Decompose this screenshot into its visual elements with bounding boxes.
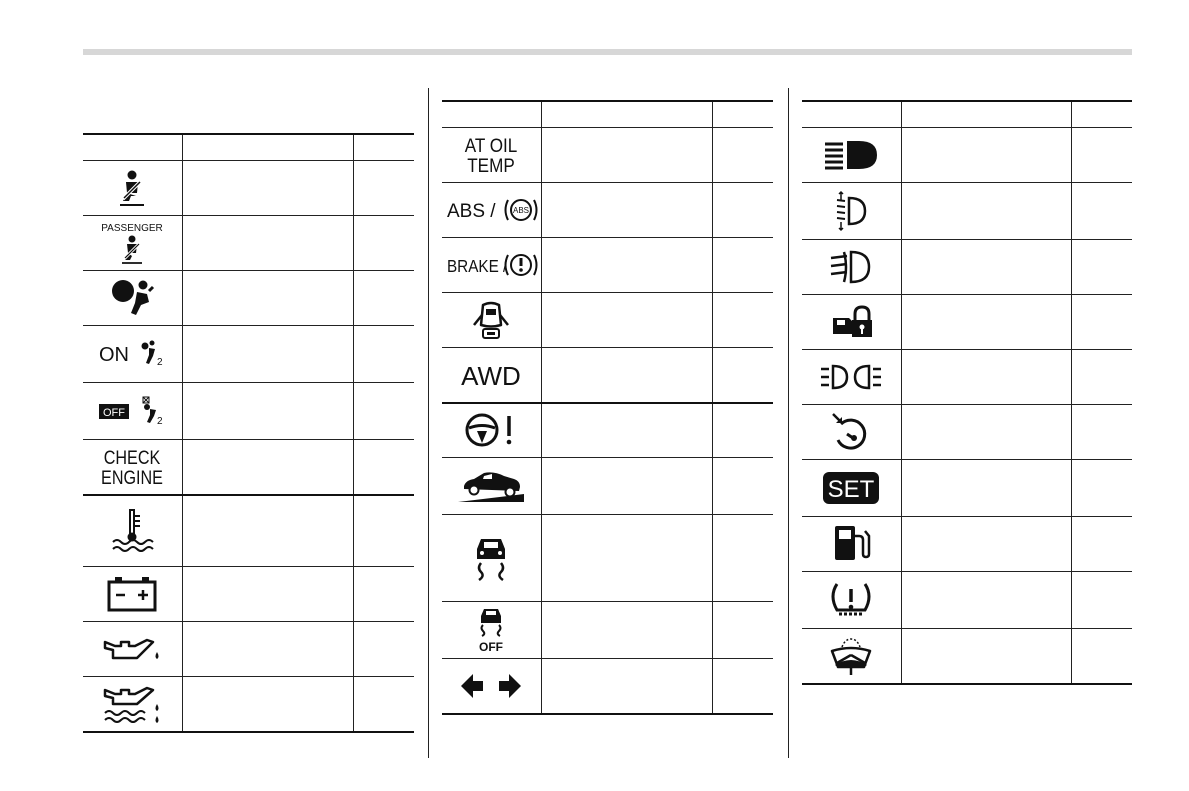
low-fuel-icon: [802, 517, 901, 572]
passenger-label: PASSENGER: [101, 223, 163, 234]
description-cell: [541, 238, 712, 293]
oil-pressure-icon: [83, 622, 182, 677]
table-row: [83, 440, 414, 495]
vdc-off-label: OFF: [479, 640, 504, 654]
description-cell: [182, 216, 353, 271]
description-cell: [901, 460, 1071, 517]
page-cell: [1071, 295, 1132, 350]
svg-text:2: 2: [157, 357, 163, 368]
page-cell: [712, 602, 773, 659]
page-cell: [712, 183, 773, 238]
table-row: [83, 216, 414, 271]
header-cell: [83, 134, 182, 161]
page-cell: [1071, 629, 1132, 684]
awd-warning-icon: [442, 348, 541, 403]
page-cell: [353, 161, 414, 216]
abs-badge: ABS: [513, 206, 530, 215]
table-row: [442, 238, 773, 293]
table-row: [442, 602, 773, 659]
table-row: [442, 348, 773, 403]
table-row: [83, 271, 414, 326]
table-row: [802, 629, 1132, 684]
header-cell: [802, 101, 901, 128]
cruise-set-icon: [802, 460, 901, 517]
table-row: [802, 572, 1132, 629]
front-fog-light-icon: [802, 240, 901, 295]
description-cell: [541, 515, 712, 602]
page-cell: [353, 567, 414, 622]
description-cell: [182, 567, 353, 622]
header-rule: [83, 49, 1132, 55]
table-row: [442, 403, 773, 458]
set-label: SET: [827, 476, 875, 503]
description-cell: [901, 128, 1071, 183]
brake-label: BRAKE /: [447, 255, 508, 277]
description-cell: [901, 350, 1071, 405]
front-passenger-airbag-on-icon: [83, 326, 182, 383]
description-cell: [541, 128, 712, 183]
page-cell: [1071, 350, 1132, 405]
table-row: [802, 183, 1132, 240]
description-cell: [901, 517, 1071, 572]
table-row: [83, 495, 414, 567]
table-row: [802, 128, 1132, 183]
indicator-table-right: [802, 100, 1132, 685]
vdc-off-icon: [442, 602, 541, 659]
svg-text:2: 2: [157, 416, 163, 427]
description-cell: [541, 458, 712, 515]
brake-system-warning-icon: [442, 238, 541, 293]
table-row: [442, 183, 773, 238]
page-cell: [712, 348, 773, 403]
table-row: [442, 293, 773, 348]
vehicle-dynamics-control-icon: [442, 515, 541, 602]
header-cell: [353, 134, 414, 161]
charge-battery-icon: [83, 567, 182, 622]
awd-label: AWD: [461, 360, 522, 391]
table-row: [83, 161, 414, 216]
description-cell: [182, 161, 353, 216]
header-cell: [541, 101, 712, 128]
description-cell: [182, 440, 353, 495]
table-row: [442, 458, 773, 515]
page-cell: [712, 659, 773, 714]
page-cell: [1071, 460, 1132, 517]
table-header-row: [83, 134, 414, 161]
header-cell: [712, 101, 773, 128]
description-cell: [901, 295, 1071, 350]
table-header-row: [442, 101, 773, 128]
page-cell: [353, 677, 414, 732]
column-divider: [428, 88, 429, 758]
header-cell: [442, 101, 541, 128]
headlight-indicator-icon: [802, 350, 901, 405]
indicator-table-left: [83, 133, 414, 733]
check-engine-icon: [83, 440, 182, 495]
description-cell: [182, 326, 353, 383]
page-cell: [1071, 405, 1132, 460]
description-cell: [182, 677, 353, 732]
high-beam-icon: [802, 128, 901, 183]
page-cell: [353, 495, 414, 567]
description-cell: [182, 495, 353, 567]
table-row: [802, 240, 1132, 295]
abs-label: ABS /: [447, 201, 496, 222]
security-indicator-icon: [802, 295, 901, 350]
cruise-control-icon: [802, 405, 901, 460]
page-cell: [353, 216, 414, 271]
at-oil-temp-icon: [442, 128, 541, 183]
table-row: [83, 567, 414, 622]
page-cell: [353, 383, 414, 440]
table-row: [83, 326, 414, 383]
front-passenger-airbag-off-icon: [83, 383, 182, 440]
on-label: ON: [99, 344, 130, 366]
description-cell: [541, 659, 712, 714]
tire-pressure-icon: [802, 572, 901, 629]
table-row: [802, 350, 1132, 405]
page-cell: [712, 458, 773, 515]
description-cell: [901, 405, 1071, 460]
description-cell: [901, 572, 1071, 629]
door-open-icon: [442, 293, 541, 348]
headlight-leveling-icon: [802, 183, 901, 240]
page-cell: [1071, 128, 1132, 183]
page-cell: [712, 128, 773, 183]
page-cell: [712, 403, 773, 458]
column-divider: [788, 88, 789, 758]
header-cell: [182, 134, 353, 161]
low-oil-level-icon: [83, 677, 182, 732]
off-label: OFF: [103, 407, 126, 419]
description-cell: [541, 293, 712, 348]
seatbelt-warning-icon: [83, 161, 182, 216]
indicator-table-middle: [442, 100, 773, 715]
description-cell: [182, 383, 353, 440]
page-cell: [353, 440, 414, 495]
page-cell: [353, 326, 414, 383]
table-row: [442, 659, 773, 714]
power-steering-warning-icon: [442, 403, 541, 458]
check-label: CHECK: [103, 446, 161, 469]
temp-label: TEMP: [467, 155, 515, 177]
table-row: [802, 295, 1132, 350]
table-row: [83, 622, 414, 677]
table-row: [442, 128, 773, 183]
description-cell: [541, 183, 712, 238]
table-header-row: [802, 101, 1132, 128]
header-cell: [1071, 101, 1132, 128]
description-cell: [541, 602, 712, 659]
engine-label: ENGINE: [101, 466, 164, 489]
coolant-temperature-icon: [83, 495, 182, 567]
page-cell: [712, 293, 773, 348]
washer-fluid-icon: [802, 629, 901, 684]
table-row: [802, 405, 1132, 460]
page-cell: [353, 271, 414, 326]
at-oil-label: AT OIL: [464, 135, 518, 157]
description-cell: [901, 629, 1071, 684]
table-row: [83, 677, 414, 732]
hill-descent-icon: [442, 458, 541, 515]
table-row: [442, 515, 773, 602]
page-cell: [1071, 517, 1132, 572]
page-cell: [712, 238, 773, 293]
description-cell: [182, 271, 353, 326]
passenger-seatbelt-warning-icon: [83, 216, 182, 271]
description-cell: [901, 183, 1071, 240]
page-cell: [1071, 183, 1132, 240]
srs-airbag-warning-icon: [83, 271, 182, 326]
page-cell: [1071, 572, 1132, 629]
description-cell: [901, 240, 1071, 295]
page-cell: [712, 515, 773, 602]
page-cell: [353, 622, 414, 677]
abs-warning-icon: [442, 183, 541, 238]
description-cell: [541, 348, 712, 403]
table-row: [802, 517, 1132, 572]
description-cell: [182, 622, 353, 677]
turn-signal-icon: [442, 659, 541, 714]
page-cell: [1071, 240, 1132, 295]
table-row: [802, 460, 1132, 517]
header-cell: [901, 101, 1071, 128]
table-row: [83, 383, 414, 440]
description-cell: [541, 403, 712, 458]
